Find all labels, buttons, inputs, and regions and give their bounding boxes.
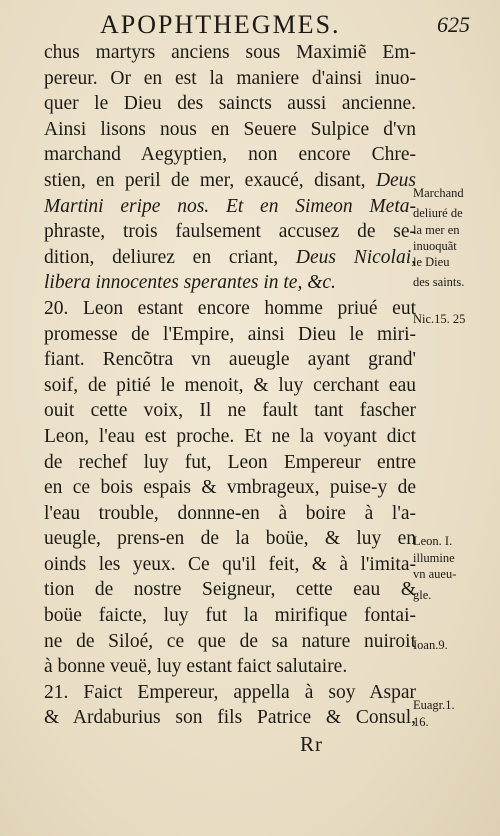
page-header (100, 10, 470, 44)
margin-note: des saints. (413, 275, 465, 289)
text-line: dition, deliurez en criant, Deus Nicolai, (44, 246, 417, 268)
text-line: Martini eripe nos. Et en Simeon Meta- (44, 195, 416, 217)
page-number: 625 (437, 12, 470, 37)
margin-note: la mer en (413, 223, 460, 237)
text-line: ueugle, prens-en de la boüe, & luy en (44, 528, 416, 550)
text-line: quer le Dieu des saincts aussi ancienne. (44, 93, 416, 115)
text-line: stien, en peril de mer, exaucé, disant, Deus (44, 169, 417, 191)
text-line: & Ardaburius son fils Patrice & Consul, (44, 707, 416, 729)
italic-text: Deus (375, 169, 417, 191)
text-line: tion de nostre Seigneur, cette eau & (44, 579, 416, 601)
margin-note: vn aueu- (413, 567, 457, 581)
text-line: en ce bois espais & vmbrageux, puise-y de (44, 477, 416, 499)
margin-note: Ioan.9. (413, 638, 448, 652)
margin-note: illumine (413, 551, 455, 565)
text-line: ouit cette voix, Il ne fault tant fascher (44, 400, 416, 422)
text-line: promesse de l'Empire, ainsi Dieu le miri- (44, 323, 416, 345)
signature-mark: Rr (300, 732, 323, 756)
margin-note: Marchand (413, 186, 464, 200)
text-line: phraste, trois faulsement accusez de se- (44, 221, 416, 243)
text-line: pereur. Or en est la maniere d'ainsi inuo- (44, 67, 416, 89)
text-line: soif, de pitié le menoit, & luy cerchant eau (44, 374, 416, 396)
margin-note: 16. (413, 715, 429, 729)
text-line: fiant. Rencõtra vn aueugle ayant grand' (44, 349, 416, 371)
text-line: boüe faicte, luy fut la mirifique fontai- (44, 605, 416, 627)
margin-note: le Dieu (413, 255, 450, 269)
text-line: Leon, l'eau est proche. Et ne la voyant dict (44, 425, 416, 447)
text-line: à bonne veuë, luy estant faict salutaire. (44, 656, 348, 678)
text-line: ne de Siloé, ce que de sa nature nuiroit (44, 630, 416, 652)
text-line: libera innocentes sperantes in te, &c. (44, 272, 336, 294)
margin-note: inuoquãt (413, 239, 457, 253)
margin-note: gle. (413, 588, 432, 602)
margin-note: Nic.15. 25 (413, 312, 466, 326)
text-line: oinds les yeux. Ce qu'il feit, & à l'imita- (44, 553, 416, 575)
running-title: APOPHTHEGMES. (100, 10, 341, 39)
margin-note: Leon. I. (413, 534, 453, 548)
text-line: de rechef luy fut, Leon Empereur entre (44, 451, 416, 473)
text-line: Ainsi lisons nous en Seuere Sulpice d'vn (44, 118, 416, 140)
text-line: 20. Leon estant encore homme priué eut (44, 297, 416, 319)
text-line: 21. Faict Empereur, appella à soy Aspar (44, 681, 416, 703)
text-line: l'eau trouble, donnne-en à boire à l'a- (44, 502, 416, 524)
margin-note: deliuré de (413, 206, 463, 220)
text-line: marchand Aegyptien, non encore Chre- (44, 144, 416, 166)
text-line: chus martyrs anciens sous Maximiẽ Em- (44, 42, 416, 63)
italic-text: Deus Nicolai, (295, 246, 417, 268)
margin-note: Euagr.1. (413, 698, 455, 712)
body-text (44, 40, 416, 731)
